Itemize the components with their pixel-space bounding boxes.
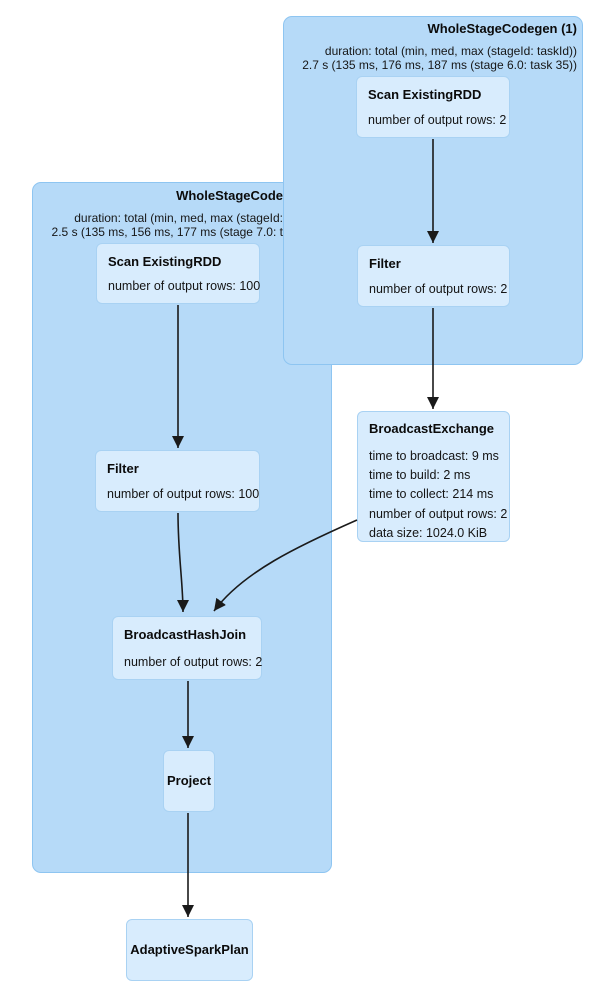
node-project[interactable] xyxy=(163,750,215,812)
node-broadcastexchange[interactable] xyxy=(357,411,510,542)
node-title: Filter xyxy=(369,256,401,271)
node-title: Project xyxy=(166,773,212,788)
cluster-title: WholeStageCodegen (1) xyxy=(427,21,577,36)
cluster-duration-line1: duration: total (min, med, max (stageId: xyxy=(74,211,283,225)
node-title: BroadcastHashJoin xyxy=(124,627,247,642)
node-broadcasthashjoin[interactable] xyxy=(112,616,262,680)
node-title: Filter xyxy=(107,461,139,476)
node-metric: number of output rows: 100 xyxy=(107,487,260,501)
node-metrics-list xyxy=(369,447,508,543)
node-metric: data size: 1024.0 KiB xyxy=(369,525,488,540)
node-filter-1[interactable] xyxy=(357,245,510,307)
node-title: BroadcastExchange xyxy=(369,421,494,436)
cluster-duration-line1: duration: total (min, med, max (stageId: taskId)) xyxy=(324,44,577,58)
cluster-title: WholeStageCode xyxy=(176,188,283,203)
node-metric: number of output rows: 2 xyxy=(124,655,263,669)
cluster-duration xyxy=(32,212,283,239)
node-metric: time to collect: 214 ms xyxy=(369,487,494,502)
node-filter-2[interactable] xyxy=(95,450,260,512)
node-metric: time to build: 2 ms xyxy=(369,468,471,483)
cluster-duration-line2: 2.5 s (135 ms, 156 ms, 177 ms (stage 7.0: t xyxy=(51,224,283,239)
cluster-duration xyxy=(293,45,577,72)
node-title: AdaptiveSparkPlan xyxy=(130,942,249,957)
node-metric: number of output rows: 2 xyxy=(368,113,507,127)
cluster-wholestagecodegen-1-header xyxy=(293,21,577,72)
cluster-duration-line2: 2.7 s (135 ms, 176 ms, 187 ms (stage 6.0: task 35)) xyxy=(302,57,577,72)
node-title: Scan ExistingRDD xyxy=(368,87,482,102)
node-metric: number of output rows: 2 xyxy=(369,282,508,296)
node-scan-existingrdd-2[interactable] xyxy=(96,243,260,304)
node-metric: time to broadcast: 9 ms xyxy=(369,449,499,463)
node-adaptivesparkplan[interactable] xyxy=(126,919,253,981)
node-scan-existingrdd-1[interactable] xyxy=(356,76,510,138)
node-title: Scan ExistingRDD xyxy=(108,254,222,269)
node-metric: number of output rows: 100 xyxy=(108,279,261,293)
cluster-wholestagecodegen-2-header xyxy=(32,188,283,239)
node-metric: number of output rows: 2 xyxy=(369,506,508,521)
